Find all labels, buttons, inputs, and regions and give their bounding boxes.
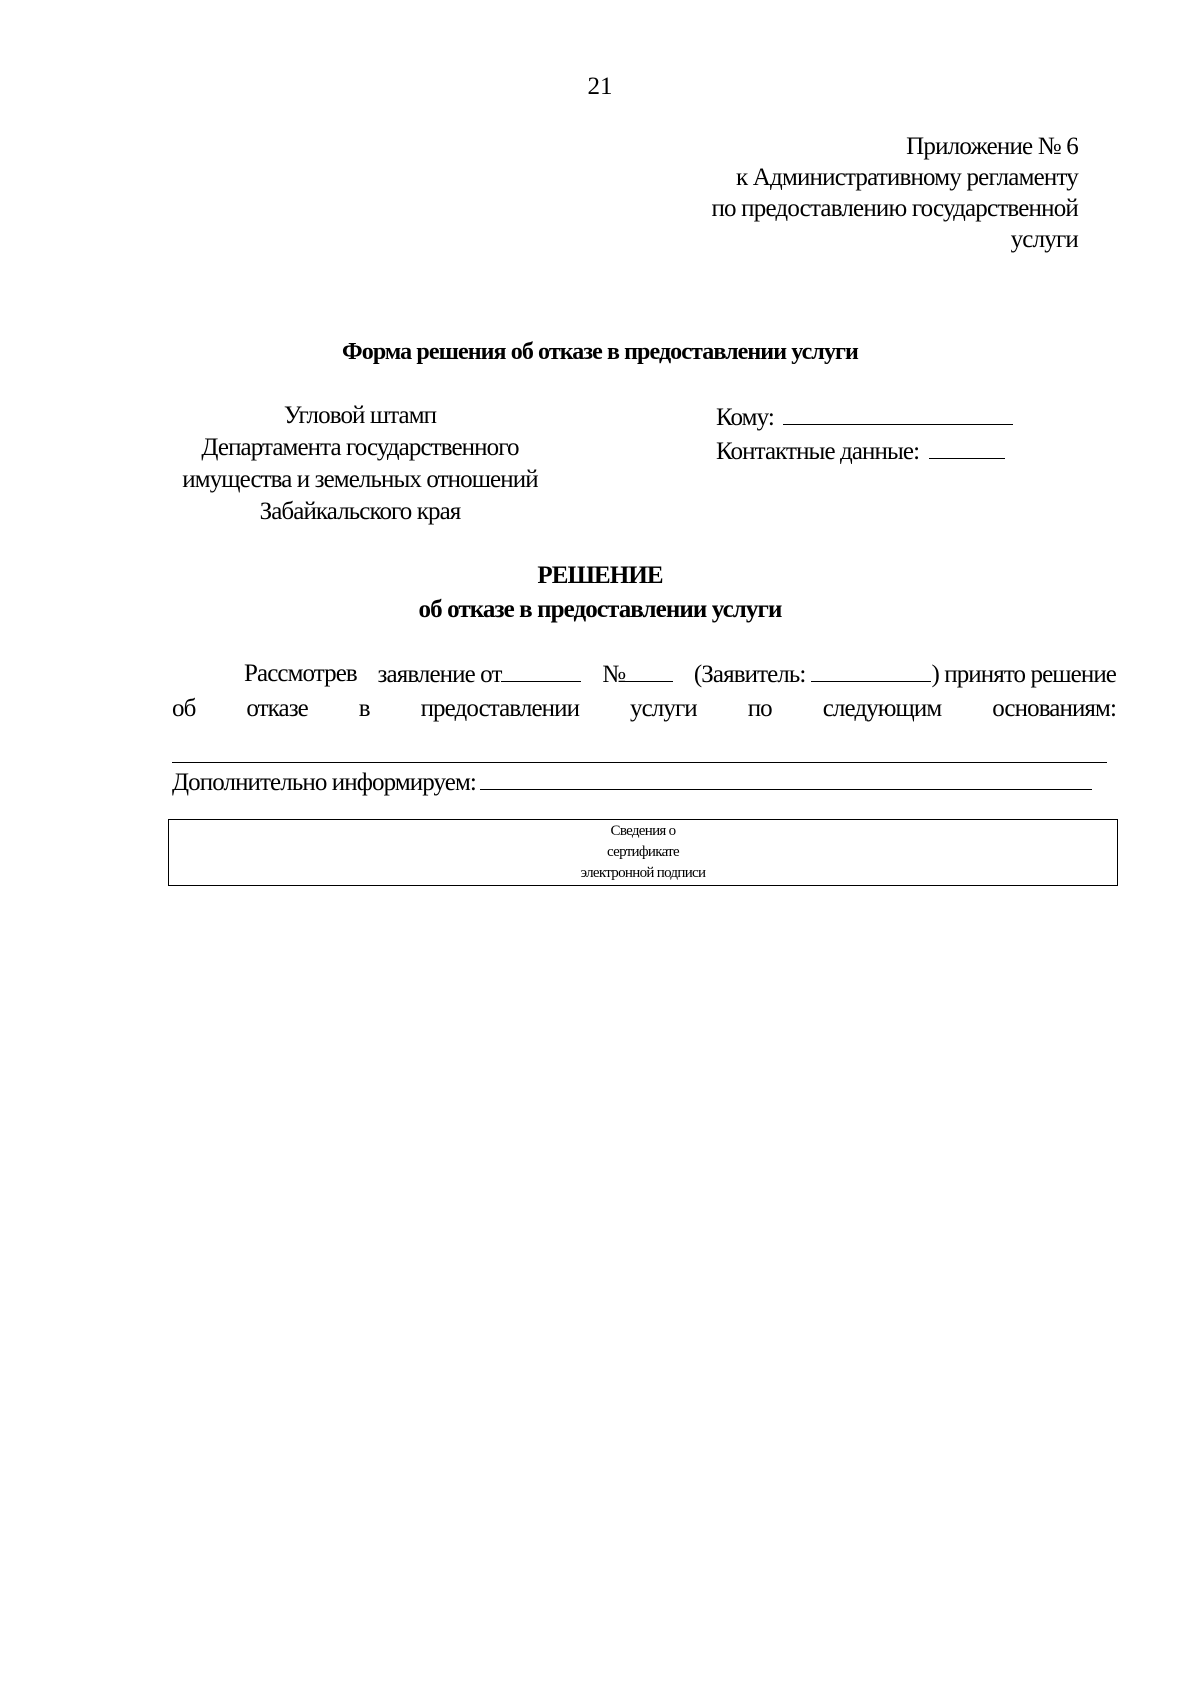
number-sign: № (602, 661, 626, 688)
application-date-field[interactable] (501, 657, 581, 682)
application-date-group (378, 657, 582, 692)
recipient-to-field[interactable] (783, 400, 1013, 425)
additional-info-field[interactable] (480, 765, 1092, 790)
recipient-block (716, 400, 1056, 468)
decision-subtitle: об отказе в предоставлении услуги (418, 596, 782, 623)
body-word: заявление от (377, 661, 502, 688)
body-line-1 (172, 657, 1116, 692)
body-word: (Заявитель: (693, 661, 806, 688)
appendix-reference-end: услуги (1010, 226, 1078, 253)
body-word: ) принято решение (931, 661, 1116, 688)
decision-heading (0, 559, 1200, 627)
applicant-group (694, 657, 1116, 692)
body-word: Рассмотрев (244, 660, 357, 687)
additional-info-label: Дополнительно информируем: (172, 769, 476, 796)
recipient-to-row (716, 400, 1056, 434)
signature-certificate-box (168, 819, 1118, 886)
form-title: Форма решения об отказе в предоставлении услуги (342, 339, 858, 365)
recipient-to-label: Кому: (716, 404, 774, 431)
decision-title: РЕШЕНИЕ (537, 562, 663, 589)
body-word: основаниям: (992, 695, 1116, 722)
page-number: 21 (587, 73, 613, 100)
body-word: об (172, 695, 196, 722)
refusal-grounds-field[interactable] (172, 732, 1107, 763)
signature-box-line: Сведения о (610, 823, 676, 839)
appendix-number: Приложение № 6 (906, 133, 1078, 160)
recipient-contacts-label: Контактные данные: (716, 438, 920, 465)
body-word: предоставлении (420, 695, 580, 722)
appendix-reference: к Административному регламенту (735, 164, 1078, 191)
application-number-group (602, 657, 673, 692)
corner-stamp (160, 400, 560, 528)
decision-body (172, 657, 1116, 800)
appendix-reference-cont: по предоставлению государственной (711, 195, 1078, 222)
body-word: по (747, 695, 772, 722)
body-word: следующим (822, 695, 942, 722)
recipient-contacts-field[interactable] (929, 434, 1005, 459)
stamp-line: имущества и земельных отношений (182, 466, 538, 493)
stamp-line: Департамента государственного (201, 434, 519, 461)
body-word: в (358, 695, 370, 722)
body-line-2 (172, 692, 1116, 726)
signature-box-line: сертификате (607, 844, 679, 860)
applicant-field[interactable] (811, 657, 931, 682)
body-word: отказе (246, 695, 308, 722)
additional-info-row (172, 765, 1116, 800)
stamp-line: Угловой штамп (283, 402, 437, 429)
stamp-line: Забайкальского края (259, 498, 461, 525)
signature-box-line: электронной подписи (580, 865, 706, 881)
body-word: услуги (629, 695, 697, 722)
application-number-field[interactable] (625, 657, 673, 682)
recipient-contacts-row (716, 434, 1056, 468)
appendix-header (478, 131, 1078, 255)
